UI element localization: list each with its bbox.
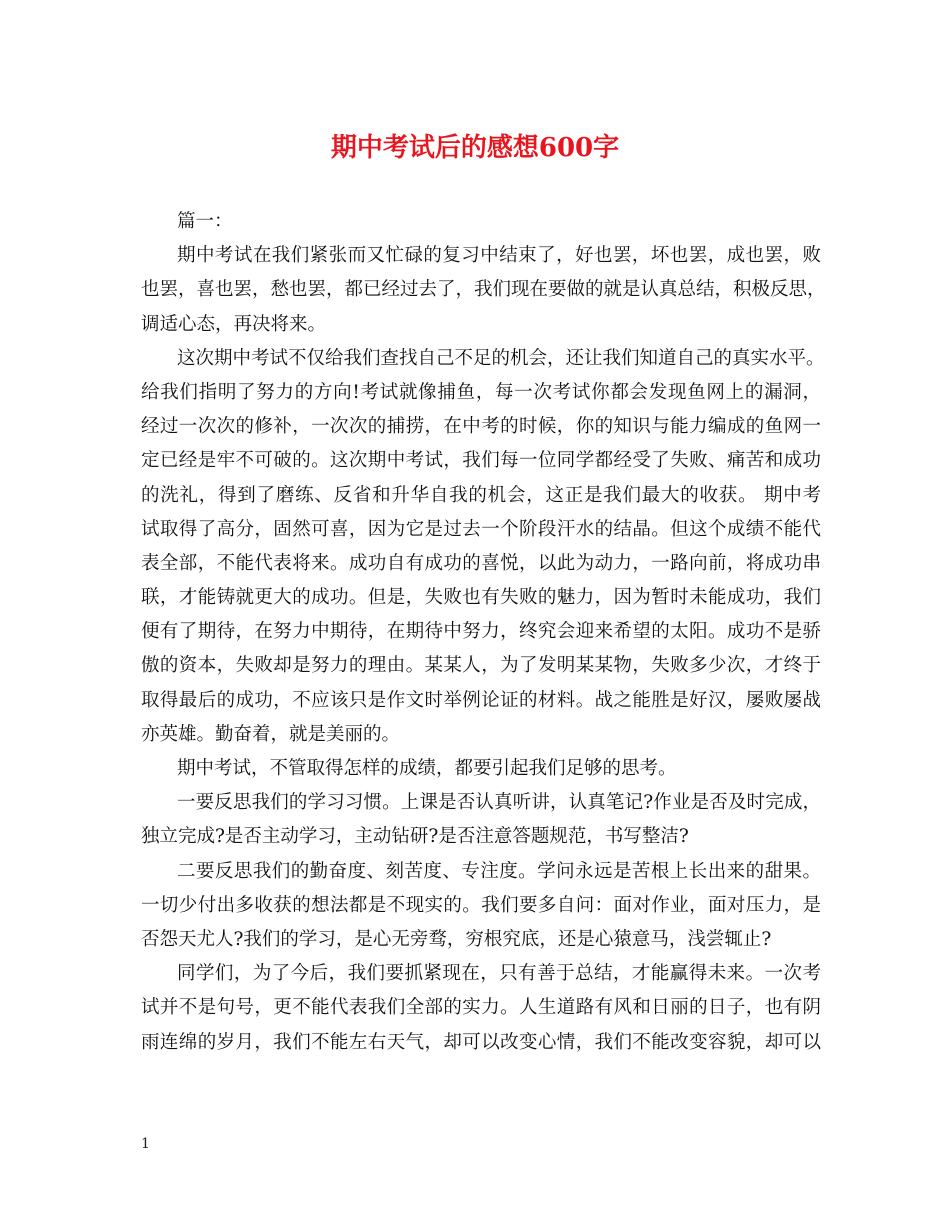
body-line: 二要反思我们的勤奋度、刻苦度、专注度。学问永远是苦根上长出来的甜果。 — [177, 860, 821, 882]
body-line: 一要反思我们的学习习惯。上课是否认真听讲，认真笔记?作业是否及时完成， — [177, 792, 821, 814]
body-line: 篇一： — [177, 211, 233, 232]
body-line: 也罢，喜也罢，愁也罢，都已经过去了，我们现在要做的就是认真总结，积极反思， — [141, 279, 826, 301]
body-line: 表全部，不能代表将来。成功自有成功的喜悦，以此为动力，一路向前，将成功串 — [141, 552, 821, 574]
body-line: 这次期中考试不仅给我们查找自己不足的机会，还让我们知道自己的真实水平。 — [177, 347, 825, 369]
body-line: 便有了期待，在努力中期待，在期待中努力，终究会迎来希望的太阳。成功不是骄 — [141, 621, 821, 643]
document-title: 期中考试后的感想600字 — [330, 133, 620, 163]
document-body — [141, 205, 826, 1060]
body-line: 经过一次次的修补，一次次的捕捞，在中考的时候，你的知识与能力编成的鱼网一 — [141, 416, 821, 438]
body-line: 亦英雄。勤奋着，就是美丽的。 — [141, 723, 401, 745]
body-line: 雨连绵的岁月，我们不能左右天气，却可以改变心情，我们不能改变容貌，却可以 — [141, 1031, 821, 1053]
body-line: 傲的资本，失败却是努力的理由。某某人，为了发明某某物，失败多少次，才终于 — [141, 655, 821, 677]
body-line: 同学们，为了今后，我们要抓紧现在，只有善于总结，才能赢得未来。一次考 — [177, 963, 821, 985]
body-line: 试取得了高分，固然可喜，因为它是过去一个阶段汗水的结晶。但这个成绩不能代 — [141, 518, 821, 540]
body-line: 取得最后的成功，不应该只是作文时举例论证的材料。战之能胜是好汉，屡败屡战 — [141, 689, 821, 711]
body-line: 调适心态，再决将来。 — [141, 313, 327, 335]
body-line: 的洗礼，得到了磨练、反省和升华自我的机会，这正是我们最大的收获。 期中考 — [141, 484, 821, 506]
page-number: 1 — [141, 1136, 150, 1152]
body-line: 联，才能铸就更大的成功。但是，失败也有失败的魅力，因为暂时未能成功，我们 — [141, 587, 821, 609]
body-line: 否怨天尤人?我们的学习，是心无旁骛，穷根究底，还是心猿意马，浅尝辄止? — [141, 928, 772, 950]
body-line: 独立完成?是否主动学习，主动钻研?是否注意答题规范，书写整洁? — [141, 826, 689, 848]
body-line: 给我们指明了努力的方向!考试就像捕鱼，每一次考试你都会发现鱼网上的漏洞， — [141, 381, 821, 403]
body-line: 期中考试在我们紧张而又忙碌的复习中结束了，好也罢，坏也罢，成也罢，败 — [177, 245, 821, 267]
body-line: 试并不是句号，更不能代表我们全部的实力。人生道路有风和日丽的日子，也有阴 — [141, 997, 821, 1019]
body-line: 期中考试，不管取得怎样的成绩，都要引起我们足够的思考。 — [177, 758, 677, 779]
body-line: 定已经是牢不可破的。这次期中考试，我们每一位同学都经受了失败、痛苦和成功 — [141, 450, 821, 472]
body-line: 一切少付出多收获的想法都是不现实的。我们要多自问：面对作业，面对压力，是 — [141, 894, 821, 916]
